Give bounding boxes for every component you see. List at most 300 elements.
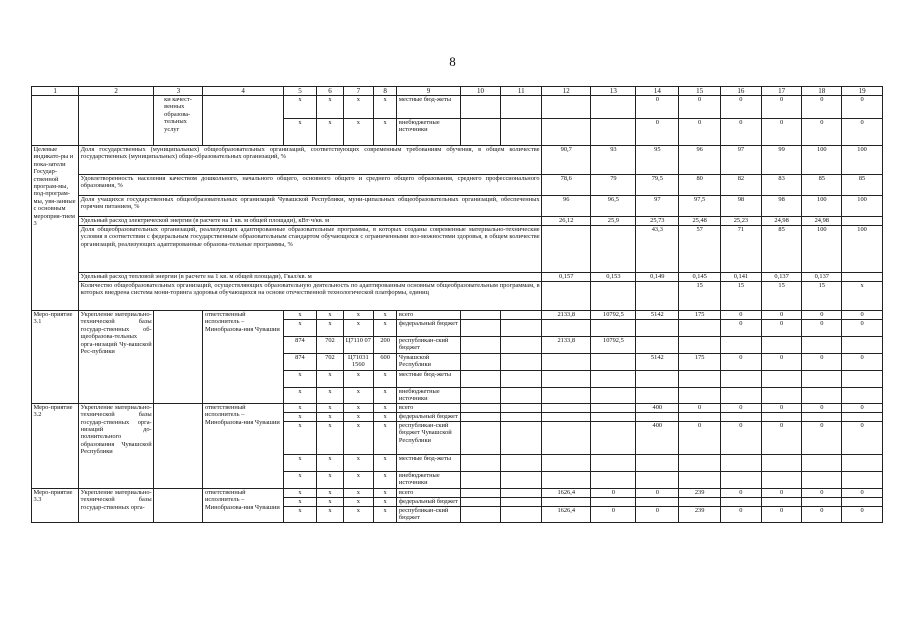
table-cell: 85 (842, 175, 883, 196)
table-cell (591, 226, 636, 273)
measure-row (32, 488, 883, 497)
table-cell: x (283, 421, 316, 454)
measure-executor: ответственный исполнитель – Минобразова-ния Чувашии (203, 311, 283, 404)
column-number: 12 (542, 87, 591, 96)
table-cell (460, 337, 501, 354)
indicator-text: Доля общеобразовательных организаций, реализующих адаптированные образовательные программы, в которых созданы современные материально-технические условия в соответствии с федеральным государственным образовательным стандартом обучающихся с ограниченными воз-можностями здоровья, в общем количестве организаций, реализующих адаптированные образова-тельные программы, % (79, 226, 542, 273)
table-cell (636, 371, 679, 388)
table-cell (721, 371, 762, 388)
table-cell (460, 96, 501, 119)
column-number: 11 (501, 87, 542, 96)
table-cell: 15 (761, 282, 802, 311)
table-cell (501, 421, 542, 454)
table-cell: 15 (721, 282, 762, 311)
table-cell: 400 (636, 403, 679, 412)
table-cell (542, 96, 591, 119)
table-cell (721, 412, 762, 421)
table-cell (842, 497, 883, 506)
table-cell (501, 354, 542, 371)
table-cell: x (317, 311, 344, 320)
table-cell: 0 (802, 403, 842, 412)
table-cell (32, 96, 79, 146)
table-cell: 0,137 (761, 273, 802, 282)
table-cell: x (283, 119, 316, 146)
table-cell: 0 (636, 488, 679, 497)
table-cell: x (373, 311, 397, 320)
table-cell: x (317, 497, 344, 506)
table-cell (154, 311, 203, 404)
table-cell: x (373, 421, 397, 454)
table-cell (636, 388, 679, 404)
funding-source: всего (397, 403, 460, 412)
table-cell (591, 421, 636, 454)
table-cell: 100 (842, 196, 883, 217)
table-cell: 1626,4 (542, 488, 591, 497)
table-cell (721, 454, 762, 471)
table-cell: x (343, 412, 373, 421)
measure-row (32, 403, 883, 412)
table-cell: 0 (721, 96, 762, 119)
table-cell (842, 471, 883, 488)
program-table (31, 86, 883, 523)
funding-source: федеральный бюджет (397, 412, 460, 421)
table-cell (501, 506, 542, 522)
table-cell: x (283, 488, 316, 497)
table-cell: 0 (761, 311, 802, 320)
table-cell (802, 412, 842, 421)
funding-source: внебюджетные источники (397, 471, 460, 488)
table-cell: x (373, 403, 397, 412)
table-cell (460, 488, 501, 497)
table-cell: 43,3 (636, 226, 679, 273)
table-cell: 0 (802, 354, 842, 371)
table-cell (636, 454, 679, 471)
table-cell (679, 320, 721, 337)
table-cell: x (317, 371, 344, 388)
table-cell: 83 (761, 175, 802, 196)
table-cell: 0 (842, 354, 883, 371)
measure-name: Укрепление материально-технической базы государ-ственных орга- (79, 488, 154, 522)
table-cell (721, 388, 762, 404)
table-cell (460, 354, 501, 371)
table-cell: x (283, 96, 316, 119)
table-cell (761, 412, 802, 421)
table-cell (761, 454, 802, 471)
table-cell: 0 (802, 119, 842, 146)
table-cell: x (373, 454, 397, 471)
table-cell (761, 337, 802, 354)
funding-source: всего (397, 488, 460, 497)
table-cell: 90,7 (542, 146, 591, 175)
table-cell: x (317, 412, 344, 421)
table-cell: 0 (591, 506, 636, 522)
table-cell: x (373, 506, 397, 522)
table-cell: 82 (721, 175, 762, 196)
table-cell: 97 (636, 196, 679, 217)
indicator-row (32, 146, 883, 175)
table-cell (842, 217, 883, 226)
table-cell (636, 497, 679, 506)
column-number: 13 (591, 87, 636, 96)
table-cell: x (283, 371, 316, 388)
measure-name: Укрепление материально-технической базы государ-ственных орга-низаций до-полнительного образования Чувашской Республики (79, 403, 154, 488)
table-cell: 100 (802, 226, 842, 273)
table-cell: x (343, 497, 373, 506)
column-number: 15 (679, 87, 721, 96)
table-cell (542, 282, 591, 311)
table-cell (802, 497, 842, 506)
table-cell: 0 (636, 119, 679, 146)
table-cell: 26,12 (542, 217, 591, 226)
funding-source: федеральный бюджет (397, 497, 460, 506)
table-cell (542, 454, 591, 471)
table-cell: 15 (679, 282, 721, 311)
table-cell (591, 471, 636, 488)
funding-source: всего (397, 311, 460, 320)
table-cell: x (343, 506, 373, 522)
funding-source: внебюджетные источники (397, 388, 460, 404)
table-cell (591, 403, 636, 412)
table-cell: 0 (842, 403, 883, 412)
table-cell: 1626,4 (542, 506, 591, 522)
table-cell (542, 403, 591, 412)
table-cell: 874 (283, 337, 316, 354)
table-cell (501, 119, 542, 146)
table-cell (501, 454, 542, 471)
column-number: 1 (32, 87, 79, 96)
table-cell: 24,98 (761, 217, 802, 226)
table-cell (501, 412, 542, 421)
table-cell (591, 454, 636, 471)
table-cell: 200 (373, 337, 397, 354)
table-cell: 93 (591, 146, 636, 175)
table-cell: 0 (842, 119, 883, 146)
table-cell: x (373, 488, 397, 497)
table-cell: x (343, 488, 373, 497)
table-cell: 0,137 (802, 273, 842, 282)
measure-executor: ответственный исполнитель – Минобразова-ния Чувашии (203, 488, 283, 522)
measure-label: Меро-приятие 3.1 (32, 311, 79, 404)
table-cell: 85 (761, 226, 802, 273)
table-cell: 0 (842, 320, 883, 337)
table-cell: 0 (761, 488, 802, 497)
table-cell: x (343, 311, 373, 320)
table-cell (802, 371, 842, 388)
table-cell (679, 454, 721, 471)
table-cell: 100 (842, 226, 883, 273)
table-cell: 25,9 (591, 217, 636, 226)
table-cell (761, 371, 802, 388)
table-cell: 2133,8 (542, 311, 591, 320)
table-cell: 0 (842, 421, 883, 454)
table-cell: 239 (679, 488, 721, 497)
table-cell: 0 (679, 421, 721, 454)
funding-source: республикан-ский бюджет Чувашской Республики (397, 421, 460, 454)
indicator-text: Удельный расход тепловой энергии (в расчете на 1 кв. м общей площади), Гкал/кв. м (79, 273, 542, 282)
table-cell: x (283, 311, 316, 320)
table-cell (591, 412, 636, 421)
table-cell: 0 (721, 311, 762, 320)
table-cell: 5142 (636, 354, 679, 371)
table-cell: 0,153 (591, 273, 636, 282)
table-cell (591, 354, 636, 371)
column-number: 5 (283, 87, 316, 96)
table-cell (542, 412, 591, 421)
table-cell (542, 119, 591, 146)
table-cell: x (343, 388, 373, 404)
table-cell: x (317, 488, 344, 497)
table-cell: 0 (761, 320, 802, 337)
table-cell: x (373, 371, 397, 388)
indicator-text: Доля государственных (муниципальных) общеобразовательных организаций, соответствующих современным требованиям обучения, в общем количестве государственных (муниципальных) обще-образовательных организаций, % (79, 146, 542, 175)
table-cell: 100 (842, 146, 883, 175)
table-cell (460, 371, 501, 388)
table-cell: x (343, 119, 373, 146)
table-cell: x (283, 471, 316, 488)
table-cell (501, 96, 542, 119)
table-cell: 71 (721, 226, 762, 273)
table-cell: 0 (591, 488, 636, 497)
indicator-row (32, 282, 883, 311)
table-cell: 0 (802, 320, 842, 337)
table-cell: Ц71031 1560 (343, 354, 373, 371)
table-cell: 96,5 (591, 196, 636, 217)
table-cell: 24,98 (802, 217, 842, 226)
table-cell (460, 471, 501, 488)
table-cell: x (317, 119, 344, 146)
table-cell (591, 371, 636, 388)
table-cell (842, 454, 883, 471)
table-cell (842, 388, 883, 404)
column-number: 8 (373, 87, 397, 96)
table-cell: 25,73 (636, 217, 679, 226)
table-cell: x (373, 96, 397, 119)
table-cell: 0 (721, 421, 762, 454)
table-cell (501, 471, 542, 488)
table-cell: x (283, 506, 316, 522)
table-cell: 0 (842, 311, 883, 320)
column-number: 6 (317, 87, 344, 96)
table-cell: 15 (802, 282, 842, 311)
table-cell: 79 (591, 175, 636, 196)
funding-source: республикан-ский бюджет (397, 506, 460, 522)
table-cell: x (283, 454, 316, 471)
table-cell: 0 (636, 96, 679, 119)
table-cell: 874 (283, 354, 316, 371)
table-cell: 239 (679, 506, 721, 522)
table-cell: 0 (761, 96, 802, 119)
funding-source: республикан-ский бюджет (397, 337, 460, 354)
table-cell: 0 (721, 320, 762, 337)
table-cell: 0 (842, 488, 883, 497)
table-cell (679, 471, 721, 488)
table-cell (842, 273, 883, 282)
table-cell: 99 (761, 146, 802, 175)
table-cell: 400 (636, 421, 679, 454)
table-cell: 0,145 (679, 273, 721, 282)
table-cell: 25,48 (679, 217, 721, 226)
column-number: 2 (79, 87, 154, 96)
indicator-row (32, 175, 883, 196)
table-cell: 0 (679, 96, 721, 119)
table-cell (591, 497, 636, 506)
funding-source: федеральный бюджет (397, 320, 460, 337)
table-cell (501, 371, 542, 388)
table-cell: 98 (721, 196, 762, 217)
table-cell: Ц7110 07 (343, 337, 373, 354)
table-cell (591, 96, 636, 119)
table-cell: 98 (761, 196, 802, 217)
table-cell (203, 96, 283, 146)
table-cell: x (343, 320, 373, 337)
column-number: 10 (460, 87, 501, 96)
table-cell: x (343, 96, 373, 119)
table-cell: 0 (679, 119, 721, 146)
table-cell: x (317, 454, 344, 471)
table-cell (721, 497, 762, 506)
table-cell (460, 506, 501, 522)
indicator-row (32, 217, 883, 226)
table-cell: x (373, 119, 397, 146)
table-cell: 0 (721, 119, 762, 146)
column-number: 4 (203, 87, 283, 96)
table-cell: x (317, 96, 344, 119)
measure-name: Укрепление материально-технической базы государ-ственных об-щеобразова-тельных орга-низаций Чу-вашской Рес-публики (79, 311, 154, 404)
table-cell (460, 320, 501, 337)
table-cell: 0 (802, 96, 842, 119)
table-cell (501, 337, 542, 354)
table-cell: 97,5 (679, 196, 721, 217)
table-cell (542, 497, 591, 506)
table-cell: x (283, 388, 316, 404)
table-cell: 78,6 (542, 175, 591, 196)
table-cell: 0 (761, 506, 802, 522)
table-cell (636, 471, 679, 488)
table-cell (636, 412, 679, 421)
table-cell (460, 403, 501, 412)
indicator-row (32, 196, 883, 217)
table-cell: 0 (761, 403, 802, 412)
table-cell: 0 (761, 354, 802, 371)
table-cell (501, 403, 542, 412)
table-cell (460, 412, 501, 421)
table-cell (761, 471, 802, 488)
indicator-text: Удельный расход электрической энергии (в расчете на 1 кв. м общей площади), кВт·ч/кв. м (79, 217, 542, 226)
table-cell: 95 (636, 146, 679, 175)
measure-label: Меро-приятие 3.3 (32, 488, 79, 522)
table-cell: 80 (679, 175, 721, 196)
table-cell: 25,23 (721, 217, 762, 226)
table-cell: 0 (636, 506, 679, 522)
table-cell (761, 497, 802, 506)
funding-source: местные бюд-жеты (397, 454, 460, 471)
column-number: 18 (802, 87, 842, 96)
table-cell (542, 320, 591, 337)
table-cell: 0 (761, 421, 802, 454)
table-cell: 175 (679, 311, 721, 320)
column-number: 14 (636, 87, 679, 96)
table-cell: 0 (721, 354, 762, 371)
measure-label: Меро-приятие 3.2 (32, 403, 79, 488)
table-cell: 0 (842, 96, 883, 119)
table-cell: 0 (842, 506, 883, 522)
table-cell (542, 471, 591, 488)
table-cell (636, 320, 679, 337)
table-cell: 0 (721, 488, 762, 497)
activity-name: ки качест-венных образова-тельных услуг (154, 96, 203, 146)
table-cell (721, 471, 762, 488)
table-cell: 100 (802, 196, 842, 217)
table-cell: x (373, 320, 397, 337)
table-cell (679, 388, 721, 404)
table-cell (79, 96, 154, 146)
indicator-row (32, 273, 883, 282)
table-cell: 0 (679, 403, 721, 412)
table-cell: 0,157 (542, 273, 591, 282)
column-number: 7 (343, 87, 373, 96)
table-cell (501, 388, 542, 404)
table-cell: x (283, 403, 316, 412)
table-cell (154, 403, 203, 488)
table-cell (761, 388, 802, 404)
table-cell: x (343, 403, 373, 412)
indicator-text: Доля учащихся государственных общеобразовательных организаций Чувашской Республики, муни-ципальных общеобразовательных организаций, обеспеченных горячим питанием, % (79, 196, 542, 217)
table-cell (501, 497, 542, 506)
table-cell (460, 454, 501, 471)
table-cell (542, 388, 591, 404)
table-cell: 10792,5 (591, 337, 636, 354)
table-cell (842, 371, 883, 388)
table-cell: x (343, 471, 373, 488)
table-cell: x (343, 421, 373, 454)
table-cell: 96 (542, 196, 591, 217)
table-cell (802, 454, 842, 471)
table-cell (460, 497, 501, 506)
table-cell: x (283, 320, 316, 337)
table-cell: 0 (761, 119, 802, 146)
table-cell (542, 226, 591, 273)
measure-row (32, 311, 883, 320)
table-cell: 0 (802, 488, 842, 497)
table-cell (636, 282, 679, 311)
indicator-row (32, 226, 883, 273)
table-cell: 0,141 (721, 273, 762, 282)
funding-source: местные бюд-жеты (397, 96, 460, 119)
table-cell: 175 (679, 354, 721, 371)
table-cell (842, 337, 883, 354)
table-cell (154, 488, 203, 522)
table-cell: x (373, 412, 397, 421)
funding-source: Чувашской Республики (397, 354, 460, 371)
table-cell (802, 337, 842, 354)
column-number: 16 (721, 87, 762, 96)
table-cell (460, 388, 501, 404)
measure-executor: ответственный исполнитель – Минобразова-ния Чувашии (203, 403, 283, 488)
table-row (32, 96, 883, 119)
indicator-text: Удовлетворенность населения качеством дошкольного, начального общего, основного общего и среднего общего образования, среднего профессионального образования, % (79, 175, 542, 196)
table-cell (802, 388, 842, 404)
table-cell: x (283, 412, 316, 421)
table-cell: 57 (679, 226, 721, 273)
table-cell (591, 320, 636, 337)
table-cell: x (317, 421, 344, 454)
table-cell (679, 412, 721, 421)
table-cell: x (343, 454, 373, 471)
table-cell (679, 337, 721, 354)
table-cell: 96 (679, 146, 721, 175)
table-cell (679, 497, 721, 506)
table-cell: 0 (721, 403, 762, 412)
